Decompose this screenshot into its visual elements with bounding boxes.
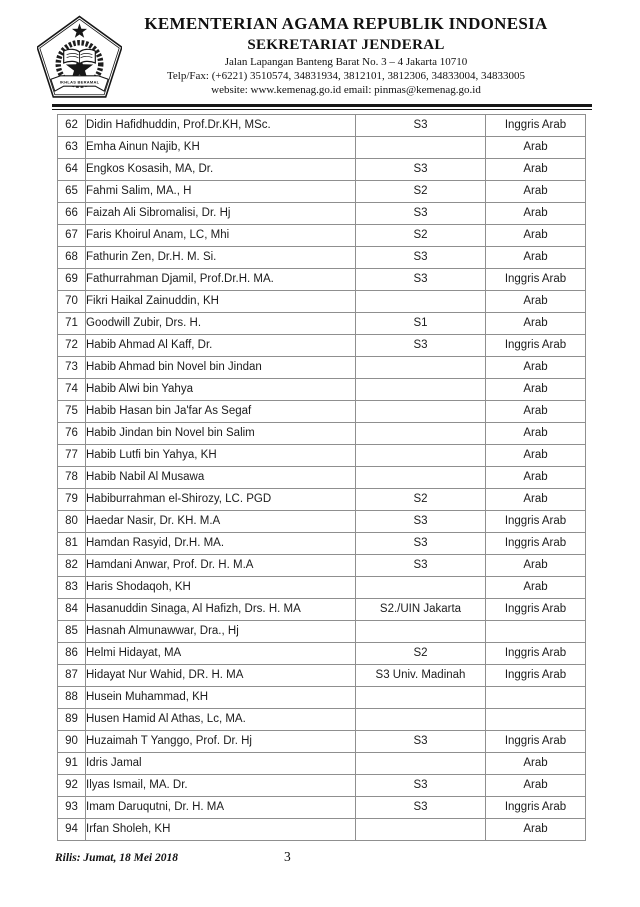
row-education: S3: [356, 115, 486, 137]
row-education: S3: [356, 555, 486, 577]
row-language: Arab: [486, 775, 586, 797]
row-language: Inggris Arab: [486, 665, 586, 687]
ribbon-text: IKHLAS BERAMAL: [59, 79, 100, 85]
row-education: S3: [356, 731, 486, 753]
row-education: S3: [356, 335, 486, 357]
table-row: [58, 775, 586, 797]
row-language: Arab: [486, 753, 586, 775]
row-number: 79: [58, 489, 86, 511]
letterhead-text: [92, 12, 600, 97]
table-row: [58, 511, 586, 533]
row-name: Habib Ahmad Al Kaff, Dr.: [86, 335, 356, 357]
roster-table-body: [58, 115, 586, 841]
row-language: Inggris Arab: [486, 797, 586, 819]
row-number: 64: [58, 159, 86, 181]
row-number: 82: [58, 555, 86, 577]
page-number: 3: [284, 849, 291, 864]
row-name: Faris Khoirul Anam, LC, Mhi: [86, 225, 356, 247]
row-number: 93: [58, 797, 86, 819]
row-education: S3: [356, 247, 486, 269]
secretariat-title: SEKRETARIAT JENDERAL: [247, 37, 445, 53]
row-language: Inggris Arab: [486, 115, 586, 137]
row-language: Arab: [486, 577, 586, 599]
row-number: 74: [58, 379, 86, 401]
row-education: [356, 445, 486, 467]
table-row: [58, 665, 586, 687]
row-name: Habib Nabil Al Musawa: [86, 467, 356, 489]
row-number: 89: [58, 709, 86, 731]
row-name: Fahmi Salim, MA., H: [86, 181, 356, 203]
table-row: [58, 599, 586, 621]
telfax-line: Telp/Fax: (+6221) 3510574, 34831934, 3812101, 3812306, 34833004, 34833005: [166, 70, 526, 82]
row-number: 66: [58, 203, 86, 225]
row-education: [356, 819, 486, 841]
row-education: [356, 423, 486, 445]
row-number: 80: [58, 511, 86, 533]
row-language: Arab: [486, 445, 586, 467]
table-row: [58, 225, 586, 247]
table-row: [58, 489, 586, 511]
row-name: Idris Jamal: [86, 753, 356, 775]
row-education: S3: [356, 797, 486, 819]
row-language: Arab: [486, 555, 586, 577]
row-number: 88: [58, 687, 86, 709]
row-name: Helmi Hidayat, MA: [86, 643, 356, 665]
row-language: Inggris Arab: [486, 599, 586, 621]
table-row: [58, 555, 586, 577]
row-education: [356, 379, 486, 401]
row-name: Hamdani Anwar, Prof. Dr. H. M.A: [86, 555, 356, 577]
row-education: S2./UIN Jakarta: [356, 599, 486, 621]
row-name: Haris Shodaqoh, KH: [86, 577, 356, 599]
row-number: 83: [58, 577, 86, 599]
row-education: [356, 577, 486, 599]
row-education: S3: [356, 159, 486, 181]
table-row: [58, 533, 586, 555]
row-language: Arab: [486, 819, 586, 841]
row-name: Didin Hafidhuddin, Prof.Dr.KH, MSc.: [86, 115, 356, 137]
row-name: Goodwill Zubir, Drs. H.: [86, 313, 356, 335]
row-name: Faizah Ali Sibromalisi, Dr. Hj: [86, 203, 356, 225]
row-language: Arab: [486, 137, 586, 159]
table-row: [58, 313, 586, 335]
row-language: Inggris Arab: [486, 511, 586, 533]
row-language: [486, 709, 586, 731]
row-number: 92: [58, 775, 86, 797]
table-row: [58, 379, 586, 401]
table-row: [58, 621, 586, 643]
row-name: Hamdan Rasyid, Dr.H. MA.: [86, 533, 356, 555]
table-row: [58, 643, 586, 665]
table-row: [58, 577, 586, 599]
table-row: [58, 137, 586, 159]
row-education: [356, 687, 486, 709]
row-language: Arab: [486, 467, 586, 489]
table-row: [58, 247, 586, 269]
row-education: S3: [356, 269, 486, 291]
row-education: S3 Univ. Madinah: [356, 665, 486, 687]
table-row: [58, 159, 586, 181]
row-language: Arab: [486, 357, 586, 379]
row-name: Hasanuddin Sinaga, Al Hafizh, Drs. H. MA: [86, 599, 356, 621]
row-name: Hasnah Almunawwar, Dra., Hj: [86, 621, 356, 643]
row-education: [356, 753, 486, 775]
table-row: [58, 467, 586, 489]
row-language: Arab: [486, 203, 586, 225]
row-number: 81: [58, 533, 86, 555]
table-row: [58, 797, 586, 819]
row-language: Inggris Arab: [486, 335, 586, 357]
table-row: [58, 181, 586, 203]
row-education: S2: [356, 225, 486, 247]
release-date: Rilis: Jumat, 18 Mei 2018: [55, 852, 178, 864]
row-name: Habib Hasan bin Ja'far As Segaf: [86, 401, 356, 423]
row-number: 84: [58, 599, 86, 621]
row-name: Habib Alwi bin Yahya: [86, 379, 356, 401]
table-row: [58, 291, 586, 313]
row-number: 62: [58, 115, 86, 137]
row-language: Inggris Arab: [486, 731, 586, 753]
row-number: 65: [58, 181, 86, 203]
table-row: [58, 709, 586, 731]
table-row: [58, 203, 586, 225]
table-row: [58, 357, 586, 379]
row-education: [356, 357, 486, 379]
row-number: 78: [58, 467, 86, 489]
row-education: [356, 137, 486, 159]
row-name: Hidayat Nur Wahid, DR. H. MA: [86, 665, 356, 687]
row-language: Inggris Arab: [486, 643, 586, 665]
roster-table: [57, 114, 586, 841]
row-education: [356, 401, 486, 423]
table-row: [58, 269, 586, 291]
table-row: [58, 335, 586, 357]
row-number: 77: [58, 445, 86, 467]
row-language: Arab: [486, 247, 586, 269]
row-number: 67: [58, 225, 86, 247]
row-education: [356, 291, 486, 313]
row-education: S2: [356, 643, 486, 665]
row-language: Arab: [486, 313, 586, 335]
row-language: Arab: [486, 225, 586, 247]
row-name: Habib Ahmad bin Novel bin Jindan: [86, 357, 356, 379]
row-number: 87: [58, 665, 86, 687]
row-name: Fathurin Zen, Dr.H. M. Si.: [86, 247, 356, 269]
row-number: 68: [58, 247, 86, 269]
table-row: [58, 115, 586, 137]
row-language: Arab: [486, 379, 586, 401]
table-row: [58, 401, 586, 423]
row-name: Habiburrahman el-Shirozy, LC. PGD: [86, 489, 356, 511]
row-education: S3: [356, 775, 486, 797]
row-name: Fikri Haikal Zainuddin, KH: [86, 291, 356, 313]
table-row: [58, 445, 586, 467]
row-number: 75: [58, 401, 86, 423]
row-language: [486, 687, 586, 709]
row-name: Habib Lutfi bin Yahya, KH: [86, 445, 356, 467]
row-number: 63: [58, 137, 86, 159]
row-number: 76: [58, 423, 86, 445]
row-education: S1: [356, 313, 486, 335]
row-number: 91: [58, 753, 86, 775]
row-name: Habib Jindan bin Novel bin Salim: [86, 423, 356, 445]
row-name: Irfan Sholeh, KH: [86, 819, 356, 841]
row-language: Arab: [486, 423, 586, 445]
table-row: [58, 423, 586, 445]
row-name: Husen Hamid Al Athas, Lc, MA.: [86, 709, 356, 731]
row-education: S2: [356, 489, 486, 511]
row-number: 71: [58, 313, 86, 335]
table-row: [58, 753, 586, 775]
row-language: [486, 621, 586, 643]
row-number: 70: [58, 291, 86, 313]
row-education: S3: [356, 533, 486, 555]
row-name: Engkos Kosasih, MA, Dr.: [86, 159, 356, 181]
row-language: Arab: [486, 181, 586, 203]
row-education: [356, 467, 486, 489]
row-education: [356, 709, 486, 731]
row-number: 72: [58, 335, 86, 357]
row-language: Arab: [486, 291, 586, 313]
row-language: Arab: [486, 489, 586, 511]
row-name: Fathurrahman Djamil, Prof.Dr.H. MA.: [86, 269, 356, 291]
row-name: Emha Ainun Najib, KH: [86, 137, 356, 159]
row-number: 73: [58, 357, 86, 379]
row-number: 86: [58, 643, 86, 665]
row-language: Arab: [486, 401, 586, 423]
row-number: 94: [58, 819, 86, 841]
row-education: [356, 621, 486, 643]
row-name: Huzaimah T Yanggo, Prof. Dr. Hj: [86, 731, 356, 753]
row-name: Imam Daruqutni, Dr. H. MA: [86, 797, 356, 819]
ministry-title: KEMENTERIAN AGAMA REPUBLIK INDONESIA: [144, 14, 548, 33]
row-name: Ilyas Ismail, MA. Dr.: [86, 775, 356, 797]
row-language: Inggris Arab: [486, 269, 586, 291]
row-name: Haedar Nasir, Dr. KH. M.A: [86, 511, 356, 533]
address-line: Jalan Lapangan Banteng Barat No. 3 – 4 Jakarta 10710: [224, 56, 468, 68]
row-number: 85: [58, 621, 86, 643]
table-row: [58, 819, 586, 841]
row-number: 69: [58, 269, 86, 291]
letterhead-rule: [52, 104, 592, 110]
web-email-line: website: www.kemenag.go.id email: pinmas@kemenag.go.id: [211, 84, 481, 96]
row-name: Husein Muhammad, KH: [86, 687, 356, 709]
row-education: S2: [356, 181, 486, 203]
row-education: S3: [356, 511, 486, 533]
row-education: S3: [356, 203, 486, 225]
table-row: [58, 687, 586, 709]
row-language: Arab: [486, 159, 586, 181]
table-row: [58, 731, 586, 753]
row-number: 90: [58, 731, 86, 753]
row-language: Inggris Arab: [486, 533, 586, 555]
